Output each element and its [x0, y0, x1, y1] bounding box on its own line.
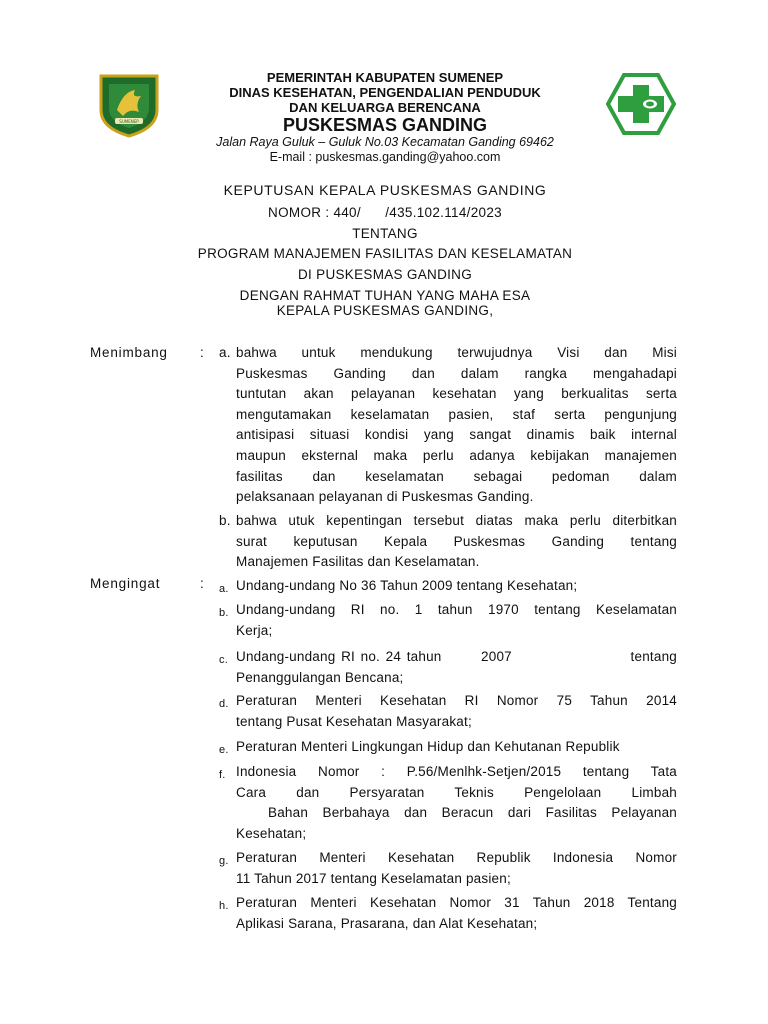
decree-tentang: TENTANG: [352, 226, 418, 241]
letterhead: [170, 70, 600, 165]
item-text: Peraturan Menteri Kesehatan Nomor 31 Tahun 2018 Tentang Aplikasi Sarana, Prasarana, dan Alat Kesehatan;: [236, 895, 677, 931]
item-marker: c.: [219, 654, 228, 666]
item-text: bahwa untuk mendukung terwujudnya Visi dan Misi Puskesmas Ganding dan dalam rangka mengahadapi tuntutan akan pelayanan kesehatan yang berkualitas serta mengutamakan keselamatan pasien, staf serta pengunjung antisipasi situasi kondisi yang sangat dinamis baik internal maupun eksternal maka perlu adanya kebijakan manajemen fasilitas dan keselamatan sebagai pedoman dalam pelaksanaan pelayanan di Puskesmas Ganding.: [236, 345, 677, 505]
item-text: Peraturan Menteri Kesehatan Republik Indonesia Nomor 11 Tahun 2017 tentang Keselamatan pasien;: [236, 850, 677, 886]
item-marker: d.: [219, 698, 229, 710]
decree-subject-line1: PROGRAM MANAJEMEN FASILITAS DAN KESELAMATAN: [197, 246, 573, 261]
letterhead-dinas-line1: DINAS KESEHATAN, PENGENDALIAN PENDUDUK: [229, 85, 541, 100]
mengingat-item-b: [219, 600, 677, 641]
letterhead-title: PUSKESMAS GANDING: [282, 115, 488, 135]
item-marker: a.: [219, 583, 229, 595]
menimbang-colon: :: [200, 345, 204, 360]
mengingat-item-f: [219, 762, 677, 844]
item-marker: a.: [219, 345, 231, 360]
decree-subject-line2: DI PUSKESMAS GANDING: [297, 267, 473, 282]
item-text: Undang-undang RI no. 24 tahun 2007 tentang Penanggulangan Bencana;: [236, 649, 677, 685]
menimbang-label: Menimbang: [90, 345, 168, 360]
menimbang-item-b: [219, 511, 677, 573]
item-text: Undang-undang No 36 Tahun 2009 tentang Kesehatan;: [236, 578, 578, 593]
item-text: bahwa utuk kepentingan tersebut diatas maka perlu diterbitkan surat keputusan Kepala Puskesmas Ganding tentang Manajemen Fasilitas dan Keselamatan.: [236, 513, 677, 570]
item-text: Indonesia Nomor : P.56/Menlhk-Setjen/2015 tentang Tata Cara dan Persyaratan Teknis Pengelolaan Limbah Bahan Berbahaya dan Beracun dari Fasilitas Pelayanan Kesehatan;: [236, 764, 677, 841]
decree-kepala: KEPALA PUSKESMAS GANDING,: [276, 303, 494, 318]
letterhead-address: Jalan Raya Guluk – Guluk No.03 Kecamatan Ganding 69462: [216, 135, 554, 149]
mengingat-colon: :: [200, 576, 204, 591]
mengingat-item-g: [219, 848, 677, 889]
item-marker: h.: [219, 900, 229, 912]
item-text: Peraturan Menteri Kesehatan RI Nomor 75 Tahun 2014 tentang Pusat Kesehatan Masyarakat;: [236, 693, 677, 729]
item-marker: e.: [219, 744, 229, 756]
kabupaten-sumenep-logo: [95, 70, 163, 138]
mengingat-item-h: [219, 893, 677, 934]
mengingat-item-e: [219, 737, 677, 758]
item-marker: f.: [219, 769, 226, 781]
svg-text:SUMENEP: SUMENEP: [119, 119, 139, 124]
letterhead-email: E-mail : puskesmas.ganding@yahoo.com: [269, 150, 501, 164]
mengingat-item-d: [219, 691, 677, 732]
item-marker: b.: [219, 607, 229, 619]
menimbang-item-a: [219, 343, 677, 508]
mengingat-label: Mengingat: [90, 576, 161, 591]
decree-rahmat: DENGAN RAHMAT TUHAN YANG MAHA ESA: [239, 288, 531, 303]
decree-number: NOMOR : 440/ /435.102.114/2023: [268, 205, 502, 220]
letterhead-government: PEMERINTAH KABUPATEN SUMENEP: [266, 70, 504, 85]
letterhead-dinas-line2: DAN KELUARGA BERENCANA: [289, 100, 481, 115]
item-text: Peraturan Menteri Lingkungan Hidup dan Kehutanan Republik: [236, 739, 620, 754]
item-text: Undang-undang RI no. 1 tahun 1970 tentang Keselamatan Kerja;: [236, 602, 677, 638]
mengingat-item-a: [219, 576, 677, 597]
item-marker: b.: [219, 513, 231, 528]
item-marker: g.: [219, 855, 229, 867]
mengingat-item-c: [219, 647, 677, 688]
decree-title: KEPUTUSAN KEPALA PUSKESMAS GANDING: [223, 182, 547, 198]
puskesmas-logo: [606, 73, 676, 135]
